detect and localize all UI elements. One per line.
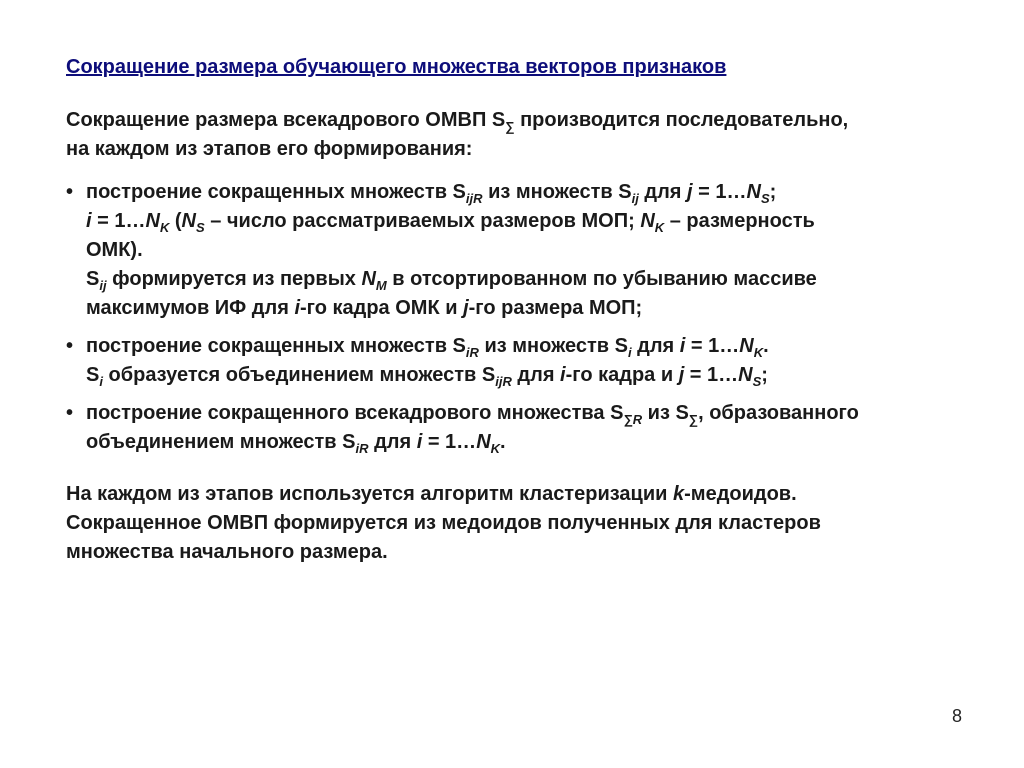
bullet-item-2 (66, 332, 986, 390)
variable: N (746, 181, 761, 203)
variable: N (361, 268, 376, 290)
intro-line-1 (66, 106, 986, 135)
subscript: ij (631, 191, 639, 206)
text: ; (761, 364, 768, 386)
outro-paragraph (66, 480, 986, 567)
subscript: ij (99, 278, 107, 293)
outro-line-1 (66, 480, 986, 509)
text: – размерность (664, 210, 815, 232)
subscript: K (753, 345, 764, 360)
outro-line-2: Сокращенное ОМВП формируется из медоидов полученных для кластеров (66, 512, 821, 534)
text: ( (169, 210, 182, 232)
text: построение сокращенного всекадрового множества S (86, 402, 624, 424)
variable: i (560, 364, 566, 386)
variable: j (463, 297, 469, 319)
subscript: ijR (495, 374, 512, 389)
bullet-1-line-5 (86, 294, 986, 323)
variable: i (86, 210, 92, 232)
text: -го кадра и (565, 364, 679, 386)
text: , образованного (698, 402, 859, 424)
bullet-3-line-2 (86, 428, 986, 457)
text: из S (642, 402, 689, 424)
bullet-2-line-1 (86, 332, 986, 361)
text: . (763, 335, 769, 357)
slide-title: Сокращение размера обучающего множества векторов признаков (66, 56, 727, 78)
variable: N (738, 364, 753, 386)
bullet-1-line-2 (86, 207, 986, 236)
text: -го кадра ОМК и (300, 297, 464, 319)
text: = 1… (684, 364, 739, 386)
text: из множеств S (478, 335, 628, 357)
subscript: iR (465, 345, 479, 360)
bullet-2-line-2 (86, 361, 986, 390)
text: формируется из первых (106, 268, 362, 290)
bullet-3-line-1 (86, 399, 986, 428)
variable: i (294, 297, 300, 319)
variable: N (640, 210, 655, 232)
text: максимумов ИФ для (86, 297, 295, 319)
text: = 1… (422, 431, 477, 453)
page-number: 8 (951, 706, 962, 726)
text: . (500, 431, 506, 453)
text: для (638, 181, 687, 203)
text: -медоидов. (684, 483, 797, 505)
text: объединением множеств S (86, 431, 356, 453)
variable: i (679, 335, 686, 357)
variable: j (678, 364, 685, 386)
variable: N (181, 210, 196, 232)
subscript: ijR (465, 191, 483, 206)
text: в отсортированном по убыванию массиве (386, 268, 817, 290)
subscript: iR (355, 441, 369, 456)
text: S (86, 268, 100, 290)
intro-line-2: на каждом из этапов его формирования: (66, 138, 473, 160)
bullet-item-3 (66, 399, 986, 457)
text: из множеств S (482, 181, 632, 203)
text: построение сокращенных множеств S (86, 181, 466, 203)
subscript: i (627, 345, 632, 360)
subscript: K (490, 441, 501, 456)
intro-paragraph (66, 106, 986, 164)
text: для (368, 431, 417, 453)
text: = 1… (692, 181, 747, 203)
outro-line-3: множества начального размера. (66, 541, 388, 563)
text: = 1… (685, 335, 740, 357)
text: образуется объединением множеств S (102, 364, 496, 386)
subscript: M (375, 278, 387, 293)
bullet-1-line-3: ОМК). (86, 239, 143, 261)
text: S (86, 364, 100, 386)
bullet-list (66, 178, 986, 457)
subscript: ∑ (688, 412, 699, 427)
text: – число рассматриваемых размеров МОП; (204, 210, 641, 232)
text: для (631, 335, 680, 357)
text: Сокращение размера всекадрового ОМВП S (66, 109, 506, 131)
variable: N (476, 431, 491, 453)
subscript: S (752, 374, 762, 389)
bullet-1-line-1 (86, 178, 986, 207)
text: -го размера МОП; (468, 297, 643, 319)
variable: k (672, 483, 685, 505)
text: = 1… (91, 210, 146, 232)
variable: j (687, 181, 693, 203)
subscript: ∑ (505, 119, 515, 134)
subscript: K (654, 220, 665, 235)
subscript: S (760, 191, 770, 206)
text: ; (769, 181, 777, 203)
text: для (511, 364, 561, 386)
variable: i (416, 431, 423, 453)
text: построение сокращенных множеств S (86, 335, 466, 357)
subscript: K (159, 220, 170, 235)
subscript: S (196, 220, 205, 235)
bullet-1-line-4 (86, 265, 986, 294)
bullet-item-1 (66, 178, 986, 323)
subscript: i (99, 374, 103, 389)
text: На каждом из этапов используется алгоритм кластеризации (66, 483, 673, 505)
text: производится последовательно, (514, 109, 849, 131)
subscript: ∑R (623, 412, 643, 427)
variable: N (145, 210, 160, 232)
variable: N (739, 335, 754, 357)
